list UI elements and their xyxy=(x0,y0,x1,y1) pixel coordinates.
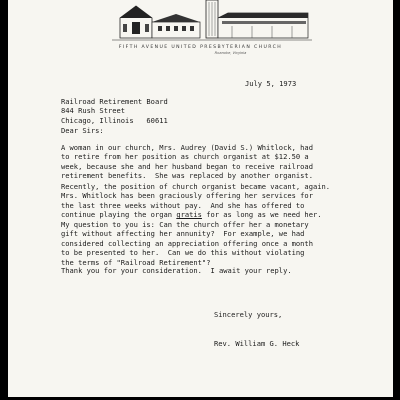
signature-name: Rev. William G. Heck xyxy=(214,339,300,348)
paragraph-1-line: A woman in our church, Mrs. Audrey (David S.) Whitlock, had xyxy=(61,143,313,152)
paragraph-2-line: the last three weeks without pay. And she has offered to xyxy=(61,200,305,210)
gratis-emphasis: gratis xyxy=(176,210,202,220)
paragraph-2-line xyxy=(61,210,330,219)
paragraph-1-line: retirement benefits. She was replaced by another organist. xyxy=(61,171,313,181)
paragraph-3 xyxy=(61,220,313,267)
paragraph-2-line: Mrs. Whitlock has been graciously offering her services for xyxy=(61,191,313,201)
recipient-line-2: 844 Rush Street xyxy=(61,106,126,116)
paragraph-4: Thank you for your consideration. I await your reply. xyxy=(61,266,292,275)
paragraph-3-line: gift without affecting her annunity? For example, we had xyxy=(61,229,305,239)
closing: Sincerely yours, xyxy=(214,310,283,319)
recipient-line-3: Chicago, Illinois 60611 xyxy=(61,115,168,125)
salutation: Dear Sirs: xyxy=(61,126,104,135)
letterhead xyxy=(8,0,393,56)
paragraph-1 xyxy=(61,143,313,181)
paragraph-2-text: for as long as we need her. xyxy=(201,210,322,220)
paragraph-1-line: week, because she and her husband began to receive railroad xyxy=(61,161,313,171)
paragraph-3-line: My question to you is: Can the church offer her a monetary xyxy=(61,220,309,229)
paragraph-2-line: Recently, the position of church organist became vacant, again. xyxy=(61,182,331,191)
church-location: Roanoke, Virginia xyxy=(214,51,247,55)
paragraph-3-line: considered collecting an appreciation offering once a month xyxy=(61,238,313,248)
recipient-address xyxy=(61,97,168,125)
church-building-illustration xyxy=(112,0,312,44)
paragraph-3-line: the terms of "Railroad Retirement"? xyxy=(61,257,211,267)
paragraph-1-line: to retire from her position as church organist at $12.50 a xyxy=(61,152,309,162)
paragraph-2-text: continue playing the organ xyxy=(61,210,177,220)
church-name: FIFTH AVENUE UNITED PRESBYTERIAN CHURCH xyxy=(118,45,283,50)
recipient-line-1: Railroad Retirement Board xyxy=(61,97,168,106)
paragraph-3-line: to be presented to her. Can we do this without violating xyxy=(61,248,305,258)
paragraph-2 xyxy=(61,182,330,220)
letter-date: July 5, 1973 xyxy=(245,79,297,88)
letter-page xyxy=(8,0,393,397)
